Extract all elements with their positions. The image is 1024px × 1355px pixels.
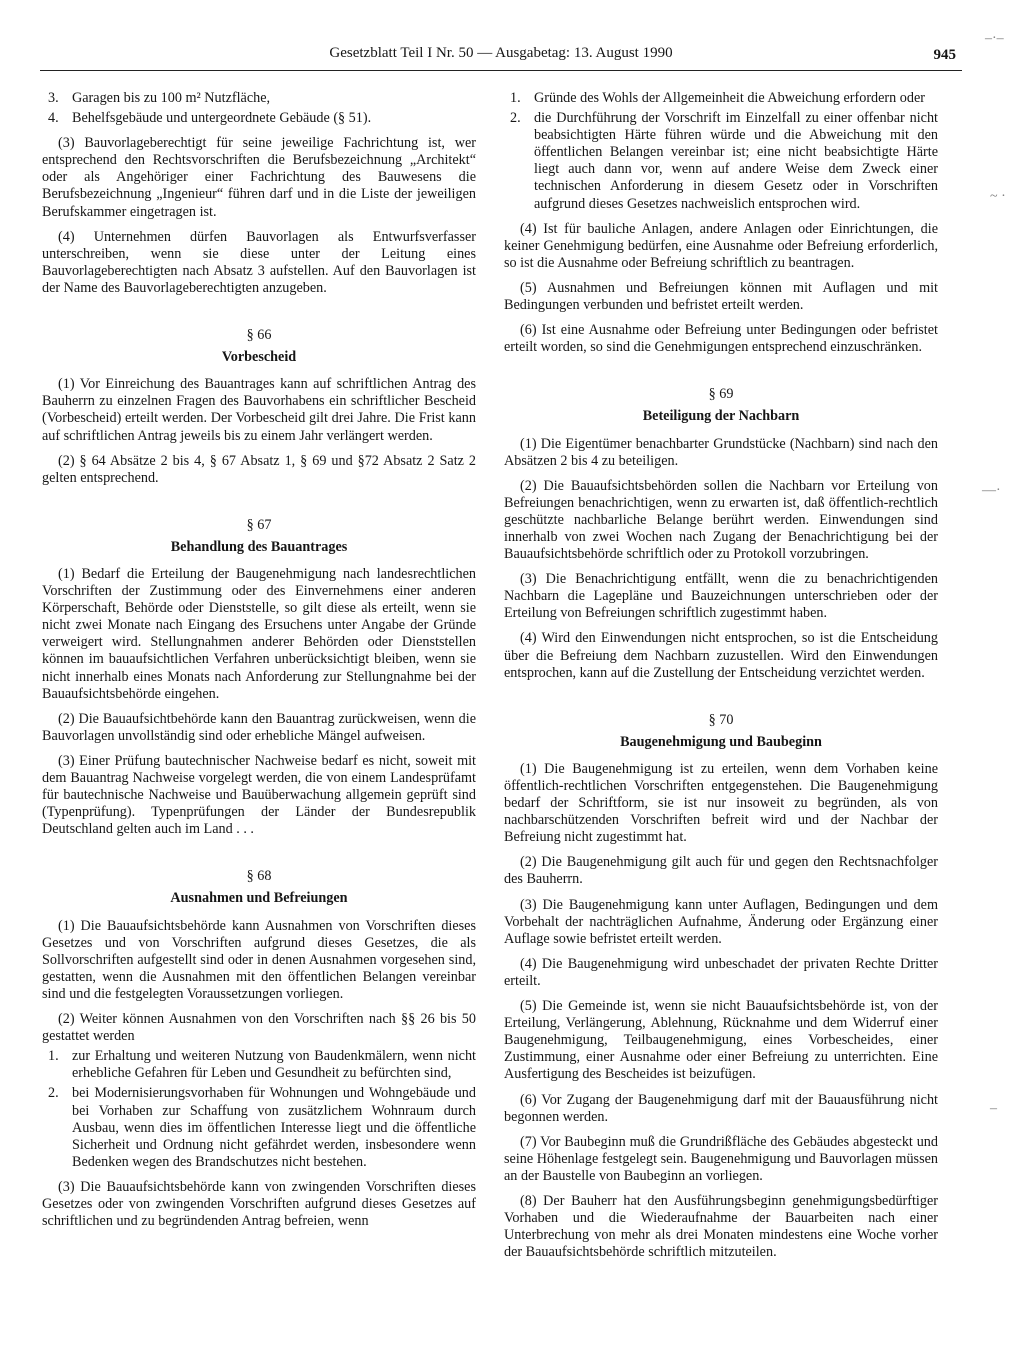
paragraph: (2) § 64 Absätze 2 bis 4, § 67 Absatz 1, § 69 und §72 Absatz 2 Satz 2 gelten entsprechend. xyxy=(42,452,476,486)
list-item xyxy=(42,110,476,127)
section-number: § 66 xyxy=(246,327,272,344)
paragraph: (5) Ausnahmen und Befreiungen können mit Auflagen und mit Bedingungen verbunden und befristet erteilt werden. xyxy=(504,279,938,314)
paragraph: (3) Einer Prüfung bautechnischer Nachweise bedarf es nicht, soweit mit dem Bauantrag Nachweise vorgelegt werden, die von einem Landesprüfamt für bautechnische Nachweise und Bauüberwachung allgemein geprüft sind (Typenprüfung). Typenprüfungen der Länder der Bundesrepublik Deutschland gelten auch im Land . . . xyxy=(42,752,476,838)
page-number: 945 xyxy=(933,47,956,63)
scan-mark: —· xyxy=(982,483,1001,498)
paragraph: (6) Ist eine Ausnahme oder Befreiung unter Bedingungen oder befristet erteilt worden, so sind die Genehmigungen entsprechend einzuschränken. xyxy=(504,322,938,356)
list-text: Behelfsgebäude und untergeordnete Gebäude (§ 51). xyxy=(72,110,372,127)
paragraph: (2) Weiter können Ausnahmen von den Vorschriften nach §§ 26 bis 50 gestattet werden xyxy=(42,1011,476,1045)
paragraph: (8) Der Bauherr hat den Ausführungsbeginn genehmigungsbedürftiger Vorhaben und die Wiederaufnahme der Bauarbeiten nach einer Unterbrechung von mehr als drei Monaten mindestens eine Woche vorher der Bauaufsichtsbehörde schriftlich mitzuteilen. xyxy=(504,1192,938,1261)
header-rule xyxy=(40,70,962,71)
list-item xyxy=(42,1085,476,1170)
paragraph: (4) Ist für bauliche Anlagen, andere Anlagen oder Einrichtungen, die keiner Genehmigung bedürfen, eine Ausnahme oder Befreiung erforderlich, so ist die Ausnahme oder Befreiung schriftlich zu beantragen. xyxy=(504,220,938,271)
paragraph: (3) Die Bauaufsichtsbehörde kann von zwingenden Vorschriften dieses Gesetzes oder von zwingenden Vorschriften aufgrund dieses Gesetzes auf schriftlichen und zu begründenden Antrag befreien, wenn xyxy=(42,1178,476,1230)
section-title: Baugenehmigung und Baubeginn xyxy=(620,733,822,750)
paragraph: (2) Die Bauaufsichtbehörde kann den Bauantrag zurückweisen, wenn die Bauvorlagen unvollständig sind oder erhebliche Mängel aufweisen. xyxy=(42,710,476,744)
list-item xyxy=(504,110,938,213)
paragraph: (1) Vor Einreichung des Bauantrages kann auf schriftlichen Antrag des Bauherrn zu einzelnen Fragen des Bauvorhabens ein schriftlicher Bescheid (Vorbescheid) erteilt werden. Der Vorbescheid gilt drei Jahre. Die Frist kann auf schriftlichen Antrag jeweils bis zu einem Jahr verlängert werden. xyxy=(42,376,476,444)
right-column xyxy=(504,90,938,1269)
list-text: Garagen bis zu 100 m² Nutzfläche, xyxy=(72,90,271,106)
paragraph: (2) Die Baugenehmigung gilt auch für und gegen den Rechtsnachfolger des Bauherrn. xyxy=(504,854,938,888)
list-text: Gründe des Wohls der Allgemeinheit die Abweichung erfordern oder xyxy=(534,90,926,106)
section-title: Behandlung des Bauantrages xyxy=(170,538,348,555)
paragraph: (1) Bedarf die Erteilung der Baugenehmigung nach landesrechtlichen Vorschriften der Zustimmung oder des Einvernehmens einer anderen Körperschaft, Behörde oder Dienststelle, so gilt diese als erteilt, wenn sie nicht zwei Monate nach Eingang des Ersuchens unter Angabe der Gründe verweigert wird. Stellungnahmen anderer Behörden oder Dienststellen können im bauaufsichtlichen Verfahren unberücksichtigt bleiben, wenn sie nicht innerhalb eines Monats nach Anforderung zur Stellungnahme bei der Bauaufsichtsbehörde eingehen. xyxy=(42,565,476,702)
list-number: 3. xyxy=(48,90,59,106)
list-number: 1. xyxy=(510,90,521,106)
section-number: § 69 xyxy=(708,386,734,403)
paragraph: (7) Vor Baubeginn muß die Grundrißfläche des Gebäudes abgesteckt und seine Höhenlage festgelegt sein. Baugenehmigung und Bauvorlagen müssen an der Baustelle von Baubeginn an vorliegen. xyxy=(504,1133,938,1184)
scan-mark: –·– xyxy=(985,31,1004,46)
list-text: die Durchführung der Vorschrift im Einzelfall zu einer offenbar nicht beabsichtigten Härte führen würde und die Abweichung mit den öffentlichen Belangen vereinbar ist; eine nicht beabsichtigte Härte liegt auch dann vor, wenn auf andere Weise dem Zweck einer technischen Anforderung in diesem Gesetz oder in Vorschriften aufgrund dieses Gesetzes nachweislich entsprochen wird. xyxy=(534,110,938,212)
paragraph: (6) Vor Zugang der Baugenehmigung darf mit der Bauausführung nicht begonnen werden. xyxy=(504,1091,938,1125)
paragraph: (4) Unternehmen dürfen Bauvorlagen als Entwurfsverfasser unterschreiben, wenn sie diese unter der Leitung eines Bauvorlageberechtigten nach Absatz 3 aufstellen. Auf den Bauvorlagen ist der Name des Bauvorlageberechtigten anzugeben. xyxy=(42,228,476,296)
list-item xyxy=(42,90,476,107)
list-text: zur Erhaltung und weiteren Nutzung von Baudenkmälern, wenn nicht erhebliche Gefahren für Leben und Gesundheit zu befürchten sind, xyxy=(72,1048,476,1082)
section-title: Beteiligung der Nachbarn xyxy=(642,408,800,425)
gazette-title: Gesetzblatt Teil I Nr. 50 — Ausgabetag: 13. August 1990 xyxy=(329,45,673,61)
paragraph: (1) Die Bauaufsichtsbehörde kann Ausnahmen von Vorschriften dieses Gesetzes und von Vorschriften aufgrund dieses Gesetzes, die als Sollvorschriften aufgestellt sind oder in denen Ausnahmen vorgesehen sind, gestatten, wenn die Ausnahmen mit den öffentlichen Belangen vereinbar sind und die festgelegten Voraussetzungen vorliegen. xyxy=(42,917,476,1002)
scan-mark: – xyxy=(990,1101,997,1116)
section-number: § 67 xyxy=(246,516,272,533)
paragraph: (4) Die Baugenehmigung wird unbeschadet der privaten Rechte Dritter erteilt. xyxy=(504,955,938,989)
paragraph: (5) Die Gemeinde ist, wenn sie nicht Bauaufsichtsbehörde ist, von der Erteilung, Verlängerung, Ablehnung, Rücknahme und dem Widerruf einer Baugenehmigung, Teilbaugenehmigung, eines Vorbescheides, einer Zustimmung, einer Ausnahme oder einer Befreiung zu unterrichten. Eine Ausfertigung des Bescheides ist beizufügen. xyxy=(504,998,938,1083)
paragraph: (3) Die Benachrichtigung entfällt, wenn die zu benachrichtigenden Nachbarn die Lagepläne und Bauzeichnungen unterschrieben oder der Erteilung von Befreiungen schriftlich zugestimmt haben. xyxy=(504,571,938,622)
list-number: 4. xyxy=(48,110,59,127)
section-number: § 68 xyxy=(246,868,272,885)
paragraph: (3) Die Baugenehmigung kann unter Auflagen, Bedingungen und dem Vorbehalt der nachträglichen Aufnahme, Änderung oder Ergänzung einer Auflage sowie befristet erteilt werden. xyxy=(504,896,938,947)
section-title: Ausnahmen und Befreiungen xyxy=(170,890,348,907)
paragraph: (1) Die Baugenehmigung ist zu erteilen, wenn dem Vorhaben keine öffentlich-rechtlichen Vorschriften entgegenstehen. Die Baugenehmigung bedarf der Schriftform, sie ist nur insoweit zu begründen, als von nachbarschützenden Vorschriften befreit wird und der Nachbar der Befreiung nicht zugestimmt hat. xyxy=(504,760,938,846)
list-number: 2. xyxy=(48,1085,59,1102)
paragraph: (1) Die Eigentümer benachbarter Grundstücke (Nachbarn) sind nach den Absätzen 2 bis 4 zu beteiligen. xyxy=(504,435,938,469)
list-item xyxy=(504,90,938,107)
paragraph: (4) Wird den Einwendungen nicht entsprochen, so ist die Entscheidung über die Befreiung dem Nachbarn zuzustellen. Wird den Einwendungen entsprochen, kann auf die Zustellung der Entscheidung verzichtet werden. xyxy=(504,630,938,681)
section-number: § 70 xyxy=(708,711,734,728)
list-number: 1. xyxy=(48,1048,59,1065)
paragraph: (3) Bauvorlageberechtigt für seine jeweilige Fachrichtung ist, wer entsprechend den Rechtsvorschriften die Berufsbezeichnung „Architekt“ oder als Angehöriger einer Fachrichtung des Bauwesens die Berufsbezeichnung „Ingenieur“ führen darf und in die Liste der jeweiligen Berufskammer eingetragen ist. xyxy=(42,135,476,220)
list-item xyxy=(42,1048,476,1082)
section-title: Vorbescheid xyxy=(221,349,297,366)
paragraph: (2) Die Bauaufsichtsbehörden sollen die Nachbarn vor Erteilung von Befreiungen benachrichtigen, wenn zu erwarten ist, daß öffentlich-rechtlich geschützte nachbarliche Belange berührt werden. Einwendungen sind innerhalb von zwei Wochen nach Zugang der Benachrichtigung bei der Bauaufsichtsbehörde schriftlich oder zu Protokoll vorzubringen. xyxy=(504,477,938,563)
scan-mark: ~ · xyxy=(990,189,1006,204)
list-text: bei Modernisierungsvorhaben für Wohnungen und Wohngebäude und bei Vorhaben zur Schaffung von zusätzlichem Wohnraum durch Ausbau, wenn dies im öffentlichen Interesse liegt und die öffentliche Sicherheit und Ordnung nicht gefährdet werden, insbesondere wenn Bedenken wegen des Brandschutzes nicht bestehen. xyxy=(72,1085,476,1170)
list-number: 2. xyxy=(510,110,521,127)
left-column xyxy=(42,90,476,1238)
